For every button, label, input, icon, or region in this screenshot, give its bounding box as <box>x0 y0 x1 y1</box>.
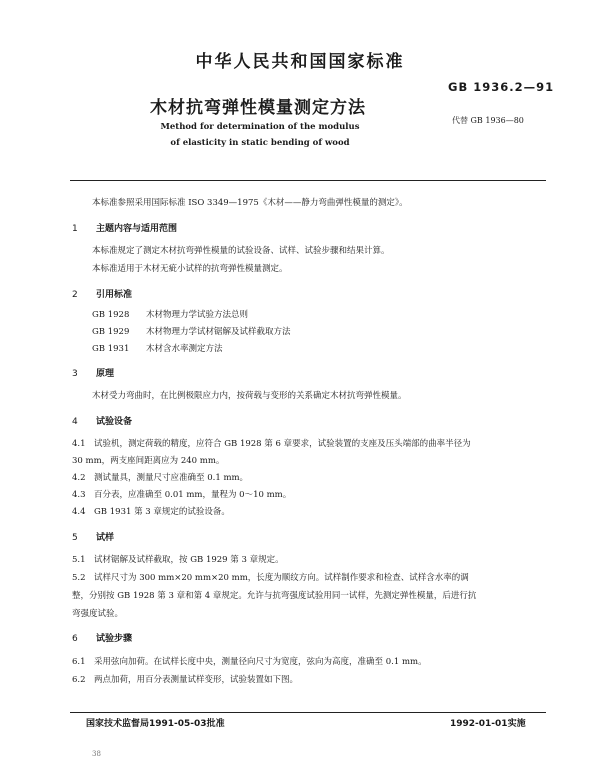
section-number: 4 <box>72 417 78 427</box>
approval-line: 国家技术监督局1991-05-03批准 <box>86 719 225 729</box>
clause-4-1-line-1: 4.1 试验机，测定荷载的精度，应符合 GB 1928 第 6 章要求，试验装置的支座及压头端部的曲率半径为 <box>72 439 471 449</box>
reference-title: 木材物理力学试验方法总则 <box>146 310 249 320</box>
section-4-heading <box>72 414 132 427</box>
section-5-heading <box>72 530 114 543</box>
reference-code: GB 1929 <box>92 327 130 337</box>
effective-date: 1992-01-01实施 <box>450 719 526 729</box>
replaces-note: 代替 GB 1936—80 <box>452 116 524 125</box>
section-title: 原理 <box>96 369 115 379</box>
reference-title: 木材含水率测定方法 <box>146 344 223 354</box>
section-1-paragraph-1: 本标准规定了测定木材抗弯弹性模量的试验设备、试样、试验步骤和结果计算。 <box>92 246 390 256</box>
clause-4-4: 4.4 GB 1931 第 3 章规定的试验设备。 <box>72 507 230 517</box>
clause-4-2: 4.2 测试量具，测量尺寸应准确至 0.1 mm。 <box>72 473 249 483</box>
clause-5-2-line-2: 整，分别按 GB 1928 第 3 章和第 4 章规定。允许与抗弯强度试验用同一试样，先测定弹性模量，后进行抗 <box>72 591 477 601</box>
page-number: 38 <box>92 750 101 758</box>
reference-code: GB 1931 <box>92 344 130 354</box>
section-title: 试验步骤 <box>96 634 133 644</box>
section-1-heading <box>72 221 177 234</box>
footer-divider <box>70 712 546 713</box>
reference-code: GB 1928 <box>92 310 130 320</box>
clause-4-1-line-2: 30 mm，两支座间距离应为 240 mm。 <box>72 456 225 466</box>
reference-item <box>92 325 291 337</box>
reference-title: 木材物理力学试材锯解及试样截取方法 <box>146 327 291 337</box>
section-number: 6 <box>72 634 78 644</box>
section-6-heading <box>72 631 132 644</box>
clause-5-2-line-3: 弯强度试验。 <box>72 609 124 619</box>
english-title-line2: of elasticity in static bending of wood <box>170 138 350 148</box>
clause-5-2-line-1: 5.2 试样尺寸为 300 mm×20 mm×20 mm，长度为顺纹方向。试样制作要求和检查、试样含水率的调 <box>72 573 469 583</box>
clause-6-1: 6.1 采用弦向加荷。在试样长度中央，测量径向尺寸为宽度，弦向为高度，准确至 0.1 mm。 <box>72 657 427 667</box>
section-2-heading <box>72 287 132 300</box>
reference-item <box>92 342 223 354</box>
section-title: 试验设备 <box>96 417 133 427</box>
clause-6-2: 6.2 两点加荷，用百分表测量试样变形，试验装置如下图。 <box>72 675 299 685</box>
english-title-line1: Method for determination of the modulus <box>160 122 360 132</box>
standard-number: GB 1936.2—91 <box>448 80 555 94</box>
section-number: 1 <box>72 224 78 234</box>
clause-5-1: 5.1 试材锯解及试样截取，按 GB 1929 第 3 章规定。 <box>72 555 284 565</box>
document-title: 木材抗弯弹性模量测定方法 <box>150 98 366 118</box>
section-1-paragraph-2: 本标准适用于木材无疵小试样的抗弯弹性模量测定。 <box>92 264 288 274</box>
section-number: 5 <box>72 533 78 543</box>
standard-category-title: 中华人民共和国国家标准 <box>195 52 405 72</box>
section-3-paragraph: 木材受力弯曲时，在比例极限应力内，按荷载与变形的关系确定木材抗弯弹性模量。 <box>92 391 407 401</box>
clause-4-3: 4.3 百分表，应准确至 0.01 mm，量程为 0～10 mm。 <box>72 490 292 500</box>
reference-item <box>92 308 248 320</box>
section-3-heading <box>72 366 114 379</box>
section-number: 2 <box>72 290 78 300</box>
intro-paragraph: 本标准参照采用国际标准 ISO 3349—1975《木材——静力弯曲弹性模量的测定》。 <box>92 198 408 208</box>
section-title: 主题内容与适用范围 <box>96 224 178 234</box>
section-title: 试样 <box>96 533 115 543</box>
section-title: 引用标准 <box>96 290 133 300</box>
header-divider <box>70 180 546 181</box>
section-number: 3 <box>72 369 78 379</box>
